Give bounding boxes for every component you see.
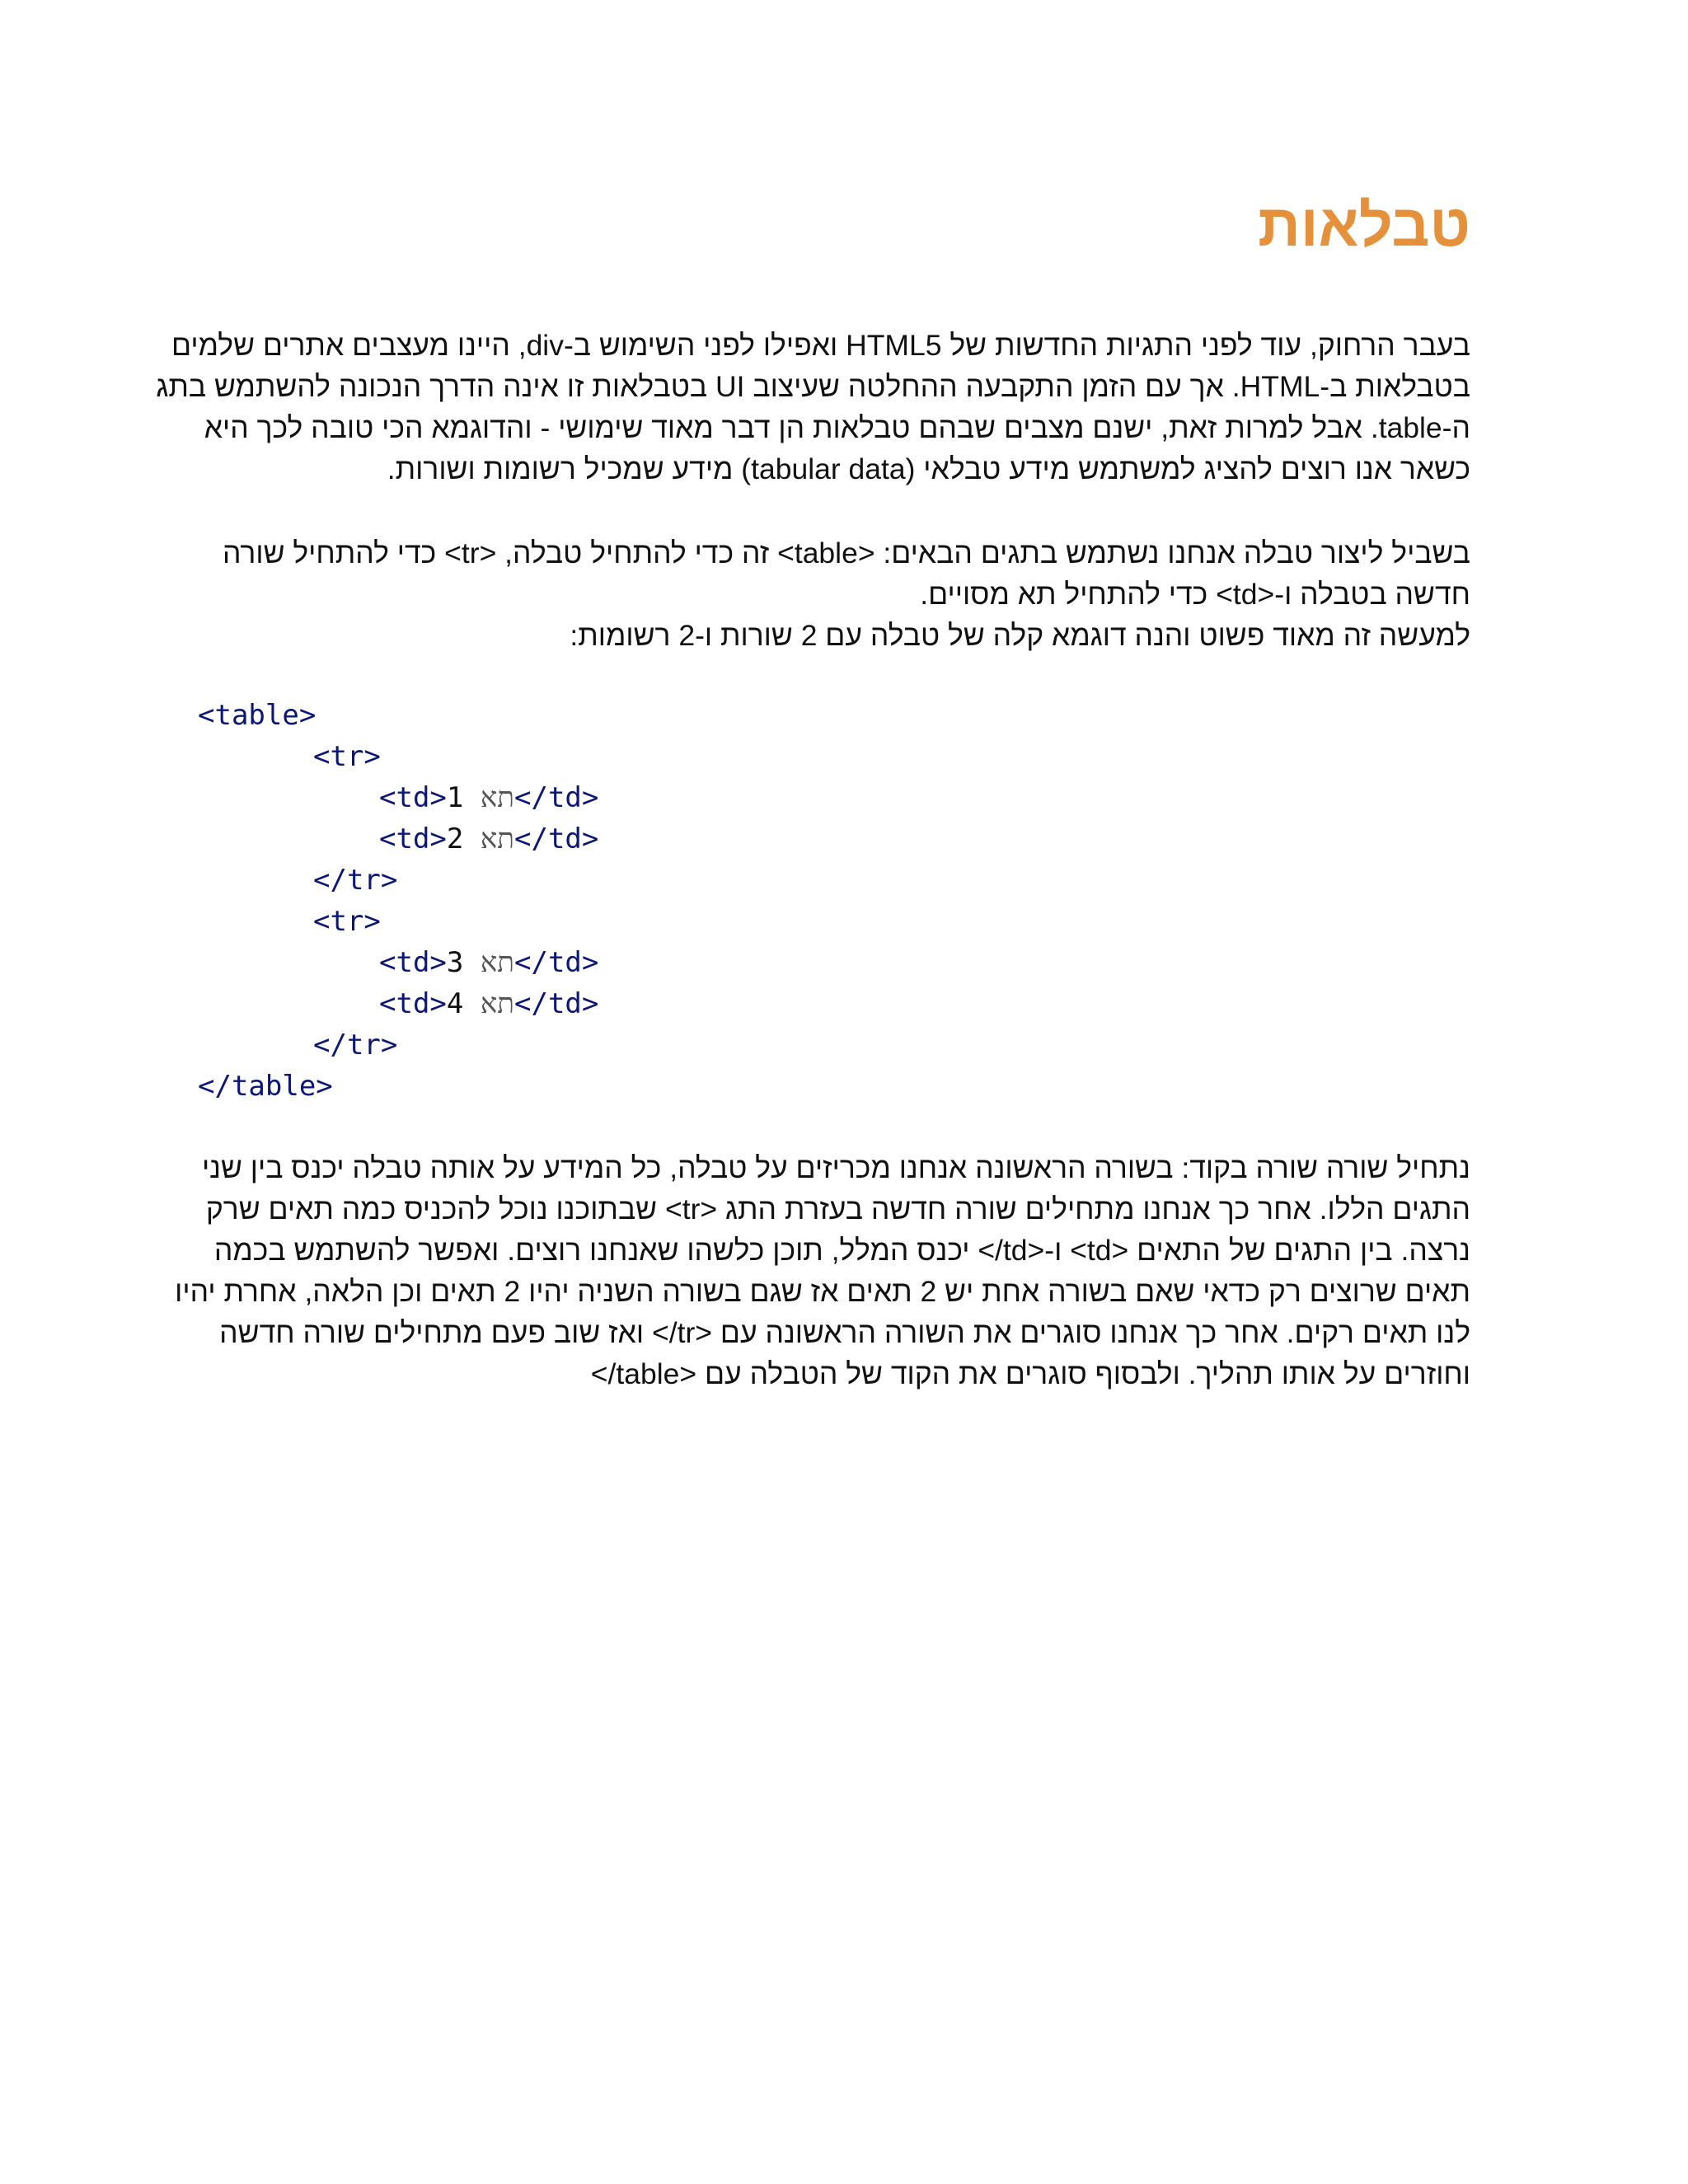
cell-number: 4 [446, 987, 464, 1020]
paragraph-line: למעשה זה מאוד פשוט והנה דוגמא קלה של טבלה עם 2 שורות ו-2 רשומות: [570, 619, 1470, 652]
paragraph-line: וחוזרים על אותו תהליך. ולבסוף סוגרים את הקוד של הטבלה עם <table/> [590, 1357, 1470, 1390]
code-tag: <td> [379, 987, 447, 1020]
cell-word: תא [480, 781, 514, 814]
cell-number: 2 [446, 823, 464, 855]
code-line [198, 1024, 598, 1066]
paragraph-line: התגים הללו. אחר כך אנחנו מתחילים שורה חדשה בעזרת התג <tr> שבתוכנו נוכל להכניס כמה תאים שרק [205, 1193, 1470, 1226]
cell-word: תא [480, 946, 514, 979]
paragraph-line: נתחיל שורה שורה בקוד: בשורה הראשונה אנחנו מכריזים על טבלה, כל המידע על אותה טבלה יכנס בין שני [201, 1151, 1470, 1184]
code-tag: </table> [198, 1070, 333, 1103]
paragraph-line: חדשה בטבלה ו-<td> כדי להתחיל תא מסויים. [920, 578, 1470, 611]
cell-number: 1 [446, 781, 464, 814]
cell-number: 3 [446, 946, 464, 979]
code-tag: <td> [379, 781, 447, 814]
cell-word: תא [480, 823, 514, 855]
code-tag: <tr> [313, 740, 381, 773]
code-line [198, 860, 598, 901]
code-tag: </tr> [313, 864, 398, 897]
paragraph-line: כשאר אנו רוצים להציג למשתמש מידע טבלאי (tabular data) מידע שמכיל רשומות ושורות. [387, 452, 1470, 485]
paragraph-line: ה-table. אבל למרות זאת, ישנם מצבים שבהם טבלאות הן דבר מאוד שימושי - והדוגמא הכי טובה לכך היא [204, 411, 1470, 444]
intro-paragraph [156, 325, 1470, 490]
code-tag: </td> [514, 987, 599, 1020]
code-tag: </td> [514, 823, 599, 855]
code-line [198, 942, 598, 983]
tags-paragraph [223, 532, 1470, 656]
code-tag: </td> [514, 946, 599, 979]
paragraph-line: בטבלאות ב-HTML. אך עם הזמן התקבעה ההחלטה שעיצוב UI בטבלאות זו אינה הדרך הנכונה להשתמש בתג [156, 370, 1470, 403]
code-line [198, 983, 598, 1024]
code-line [198, 901, 598, 942]
code-tag: <tr> [313, 905, 381, 938]
code-line [198, 777, 598, 818]
page-title: טבלאות [1258, 193, 1470, 259]
code-example [198, 695, 598, 1107]
code-tag: <td> [379, 823, 447, 855]
code-tag: </tr> [313, 1029, 398, 1062]
code-line [198, 818, 598, 860]
paragraph-line: נרצה. בין התגים של התאים <td> ו-<td/> יכנס המלל, תוכן כלשהו שאנחנו רוצים. ואפשר להשתמש בכמה [213, 1234, 1470, 1267]
code-tag: </td> [514, 781, 599, 814]
paragraph-line: בעבר הרחוק, עוד לפני התגיות החדשות של HTML5 ואפילו לפני השימוש ב-div, היינו מעצבים אתרים שלמים [171, 329, 1470, 362]
code-tag: <table> [198, 699, 316, 732]
explanation-paragraph [175, 1147, 1470, 1394]
paragraph-line: תאים שרוצים רק כדאי שאם בשורה אחת יש 2 תאים אז שגם בשורה השניה יהיו 2 תאים וכן הלאה, אחרת יהיו [175, 1275, 1470, 1308]
code-line [198, 695, 598, 736]
paragraph-line: לנו תאים רקים. אחר כך אנחנו סוגרים את השורה הראשונה עם <tr/> ואז שוב פעם מתחילים שורה חדשה [219, 1316, 1470, 1349]
paragraph-line: בשביל ליצור טבלה אנחנו נשתמש בתגים הבאים: <table> זה כדי להתחיל טבלה, <tr> כדי להתחיל שורה [222, 537, 1470, 569]
code-tag: <td> [379, 946, 447, 979]
code-line [198, 736, 598, 777]
cell-word: תא [480, 987, 514, 1020]
code-line [198, 1066, 598, 1107]
